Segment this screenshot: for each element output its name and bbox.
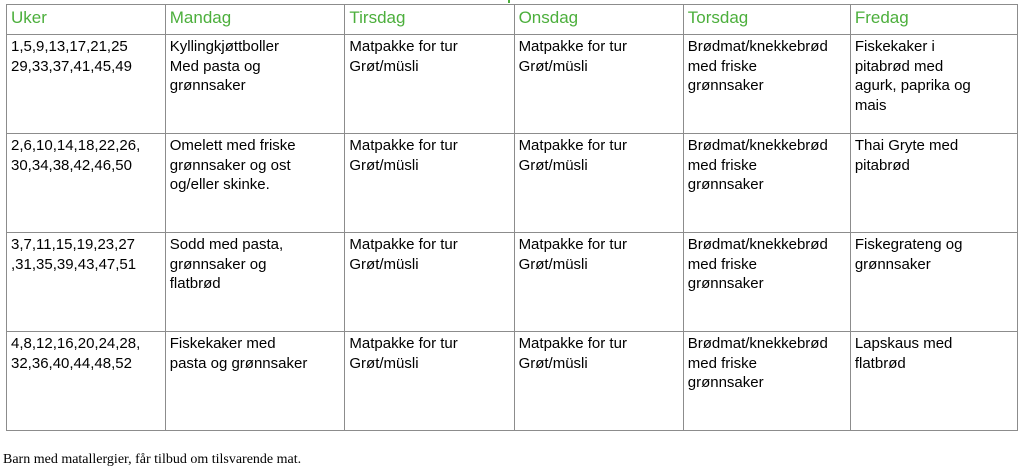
wednesday-cell: Matpakke for tur Grøt/müsli <box>514 332 683 431</box>
weeks-cell: 3,7,11,15,19,23,27 ,31,35,39,43,47,51 <box>7 233 166 332</box>
tuesday-cell: Matpakke for tur Grøt/müsli <box>345 233 514 332</box>
table-row <box>7 233 1018 332</box>
header-monday: Mandag <box>165 5 345 35</box>
friday-cell: Fiskegrateng og grønnsaker <box>850 233 1017 332</box>
thursday-cell: Brødmat/knekkebrød med friske grønnsaker <box>683 332 850 431</box>
header-wednesday: Onsdag <box>514 5 683 35</box>
header-thursday: Torsdag <box>683 5 850 35</box>
thursday-cell: Brødmat/knekkebrød med friske grønnsaker <box>683 35 850 134</box>
monday-cell: Omelett med friske grønnsaker og ost og/eller skinke. <box>165 134 345 233</box>
thursday-cell: Brødmat/knekkebrød med friske grønnsaker <box>683 233 850 332</box>
tuesday-cell: Matpakke for tur Grøt/müsli <box>345 134 514 233</box>
table-row <box>7 332 1018 431</box>
monday-cell: Sodd med pasta, grønnsaker og flatbrød <box>165 233 345 332</box>
table-row <box>7 35 1018 134</box>
monday-cell: Fiskekaker med pasta og grønnsaker <box>165 332 345 431</box>
tuesday-cell: Matpakke for tur Grøt/müsli <box>345 35 514 134</box>
header-row <box>7 5 1018 35</box>
weekly-menu-table <box>6 4 1018 431</box>
wednesday-cell: Matpakke for tur Grøt/müsli <box>514 35 683 134</box>
friday-cell: Fiskekaker i pitabrød med agurk, paprika og mais <box>850 35 1017 134</box>
header-friday: Fredag <box>850 5 1017 35</box>
table-row <box>7 134 1018 233</box>
allergy-footnote: Barn med matallergier, får tilbud om tilsvarende mat. <box>3 452 302 467</box>
header-weeks: Uker <box>7 5 166 35</box>
friday-cell: Lapskaus med flatbrød <box>850 332 1017 431</box>
header-tuesday: Tirsdag <box>345 5 514 35</box>
weeks-cell: 2,6,10,14,18,22,26, 30,34,38,42,46,50 <box>7 134 166 233</box>
weeks-cell: 1,5,9,13,17,21,25 29,33,37,41,45,49 <box>7 35 166 134</box>
thursday-cell: Brødmat/knekkebrød med friske grønnsaker <box>683 134 850 233</box>
title-remnant <box>508 0 510 3</box>
tuesday-cell: Matpakke for tur Grøt/müsli <box>345 332 514 431</box>
monday-cell: Kyllingkjøttboller Med pasta og grønnsaker <box>165 35 345 134</box>
friday-cell: Thai Gryte med pitabrød <box>850 134 1017 233</box>
wednesday-cell: Matpakke for tur Grøt/müsli <box>514 233 683 332</box>
wednesday-cell: Matpakke for tur Grøt/müsli <box>514 134 683 233</box>
weeks-cell: 4,8,12,16,20,24,28, 32,36,40,44,48,52 <box>7 332 166 431</box>
